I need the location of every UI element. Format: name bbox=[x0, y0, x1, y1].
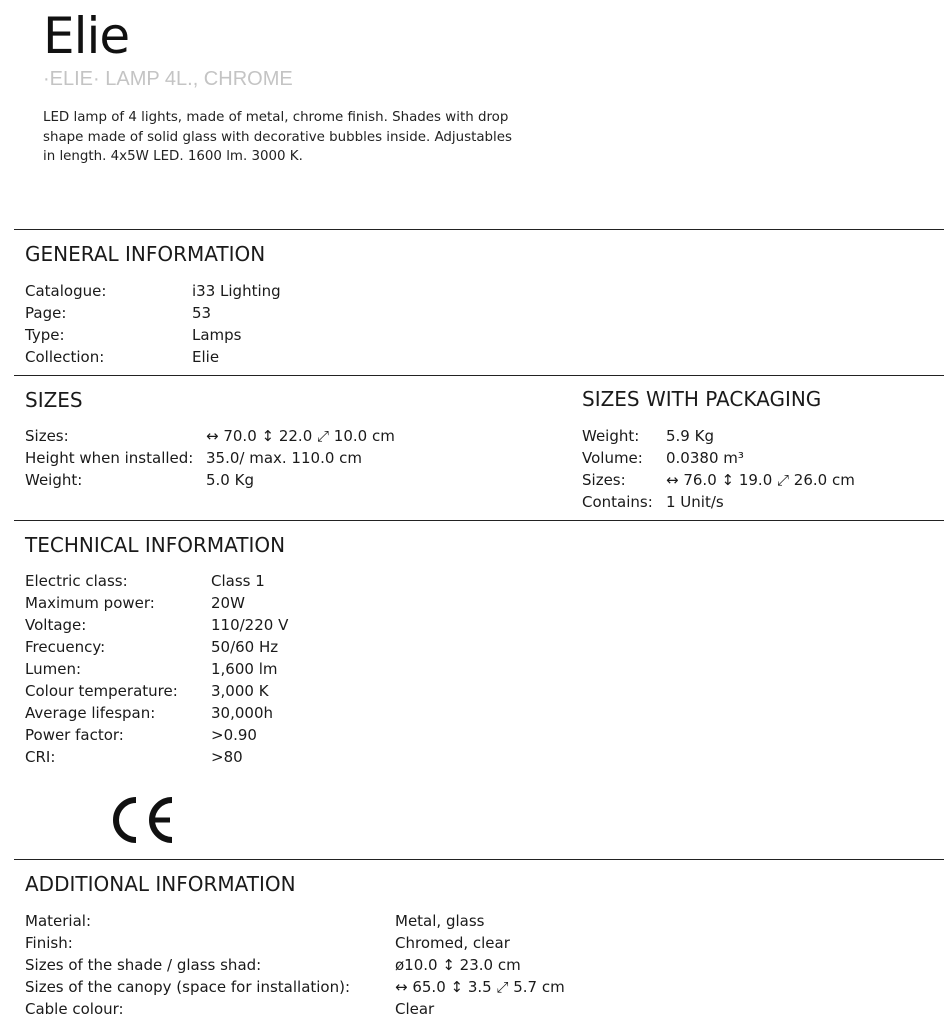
product-title: Elie bbox=[43, 7, 130, 65]
table-row: Sizes of the canopy (space for installation): ↔ 65.0 ↕ 3.5 ⤢ 5.7 cm bbox=[25, 978, 565, 996]
table-row: Volume: 0.0380 m³ bbox=[582, 449, 744, 467]
additional-heading: ADDITIONAL INFORMATION bbox=[25, 872, 296, 896]
table-row: CRI: >80 bbox=[25, 748, 243, 766]
packaging-table bbox=[582, 425, 855, 513]
additional-table bbox=[25, 910, 565, 1020]
table-row: Weight: 5.0 Kg bbox=[25, 471, 254, 489]
table-row: Material: Metal, glass bbox=[25, 912, 485, 930]
section-divider bbox=[14, 520, 944, 521]
table-row: Finish: Chromed, clear bbox=[25, 934, 510, 952]
table-row: Cable colour: Clear bbox=[25, 1000, 435, 1018]
section-divider bbox=[14, 229, 944, 230]
section-divider bbox=[14, 375, 944, 376]
ce-mark-icon bbox=[108, 792, 178, 848]
table-row: Height when installed: 35.0/ max. 110.0 cm bbox=[25, 449, 363, 467]
general-heading: GENERAL INFORMATION bbox=[25, 242, 266, 266]
table-row: Collection: Elie bbox=[25, 348, 220, 366]
table-row: Voltage: 110/220 V bbox=[25, 616, 289, 634]
sizes-heading: SIZES bbox=[25, 388, 83, 412]
table-row: Catalogue: i33 Lighting bbox=[25, 282, 281, 300]
table-row: Electric class: Class 1 bbox=[25, 572, 265, 590]
section-divider bbox=[14, 859, 944, 860]
table-row: Lumen: 1,600 lm bbox=[25, 660, 278, 678]
product-description: LED lamp of 4 lights, made of metal, chrome finish. Shades with drop shape made of solid glass with decorative bubbles inside. Adjustables in length. 4x5W LED. 1600 lm. 3000 K. bbox=[43, 110, 512, 164]
table-row: Sizes: ↔ 76.0 ↕ 19.0 ⤢ 26.0 cm bbox=[582, 471, 855, 489]
technical-heading: TECHNICAL INFORMATION bbox=[25, 533, 286, 557]
technical-table bbox=[25, 570, 288, 768]
table-row: Sizes: ↔ 70.0 ↕ 22.0 ⤢ 10.0 cm bbox=[25, 427, 395, 445]
table-row: Sizes of the shade / glass shad: ø10.0 ↕ 23.0 cm bbox=[25, 956, 521, 974]
table-row: Type: Lamps bbox=[25, 326, 242, 344]
packaging-heading: SIZES WITH PACKAGING bbox=[582, 387, 822, 411]
product-subtitle: ·ELIE· LAMP 4L., CHROME bbox=[43, 68, 293, 90]
table-row: Contains: 1 Unit/s bbox=[582, 493, 724, 511]
table-row: Weight: 5.9 Kg bbox=[582, 427, 714, 445]
table-row: Maximum power: 20W bbox=[25, 594, 245, 612]
table-row: Frecuency: 50/60 Hz bbox=[25, 638, 279, 656]
general-table bbox=[25, 280, 281, 368]
sizes-table bbox=[25, 425, 395, 491]
table-row: Colour temperature: 3,000 K bbox=[25, 682, 269, 700]
table-row: Power factor: >0.90 bbox=[25, 726, 257, 744]
table-row: Page: 53 bbox=[25, 304, 212, 322]
table-row: Average lifespan: 30,000h bbox=[25, 704, 273, 722]
